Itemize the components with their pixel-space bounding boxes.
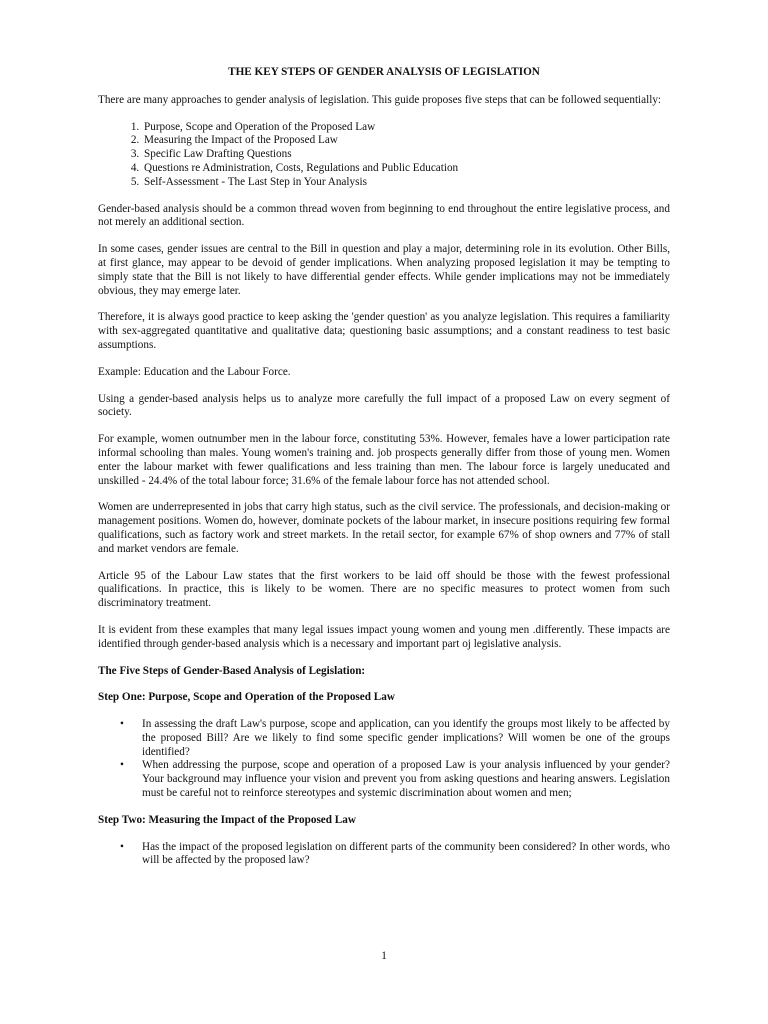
body-paragraph: It is evident from these examples that many legal issues impact young women and young men .differently. These impacts are identified through gender-based analysis which is a necessary and important part oj legislative analysis. xyxy=(98,623,670,650)
bullet-text: Has the impact of the proposed legislation on different parts of the community been considered? In other words, who will be affected by the proposed law? xyxy=(142,840,670,867)
bullet-icon: • xyxy=(120,840,124,853)
body-paragraph: For example, women outnumber men in the labour force, constituting 53%. However, females have a lower participation rate informal schooling than males. Young women's training and. job prospects generally differ from those of young men. Women enter the labour market with fewer qualifications and less training than men. The labour force is largely uneducated and unskilled - 24.4% of the total labour force; 31.6% of the female labour force has not attended school. xyxy=(98,433,670,487)
page-number: 1 xyxy=(381,950,387,962)
body-paragraph: Using a gender-based analysis helps us to analyze more carefully the full impact of a proposed Law on every segment of society. xyxy=(98,392,670,419)
example-label: Example: Education and the Labour Force. xyxy=(98,365,291,378)
section-heading: The Five Steps of Gender-Based Analysis of Legislation: xyxy=(98,664,366,677)
steps-list-item: 3. Specific Law Drafting Questions xyxy=(142,148,670,162)
bullet-item xyxy=(120,718,670,759)
bullet-item xyxy=(120,759,670,800)
bullet-item xyxy=(120,841,670,869)
body-paragraph: In some cases, gender issues are central to the Bill in question and play a major, determining role in its evolution. Other Bills, at first glance, may appear to be devoid of gender implications. When analyzing proposed legislation it may be tempting to simply state that the Bill is not likely to have differential gender effects. While gender implications may not be immediately obvious, they may emerge later. xyxy=(98,243,670,297)
bullet-icon: • xyxy=(120,759,124,772)
step-one-heading: Step One: Purpose, Scope and Operation of the Proposed Law xyxy=(98,691,395,704)
document-title: THE KEY STEPS OF GENDER ANALYSIS OF LEGISLATION xyxy=(228,66,540,78)
body-paragraph: Women are underrepresented in jobs that carry high status, such as the civil service. The professionals, and decision-making or management positions. Women do, however, dominate pockets of the labour market, in insecure positions requiring few formal qualifications, such as factory work and street markets. In the retail sector, for example 67% of shop owners and 77% of stall and market vendors are female. xyxy=(98,501,670,555)
steps-list-item: 5. Self-Assessment - The Last Step in Your Analysis xyxy=(142,176,670,190)
steps-list xyxy=(98,121,670,190)
steps-list-item: 4. Questions re Administration, Costs, Regulations and Public Education xyxy=(142,162,670,176)
step-two-heading: Step Two: Measuring the Impact of the Proposed Law xyxy=(98,813,356,826)
step-one-bullet-list xyxy=(98,718,670,801)
step-two-bullet-list xyxy=(98,841,670,869)
body-paragraph: Article 95 of the Labour Law states that the first workers to be laid off should be those with the fewest professional qualifications. In practice, this is likely to be women. There are no specific measures to protect women from such discriminatory treatment. xyxy=(98,569,670,610)
bullet-icon: • xyxy=(120,718,124,731)
body-paragraph: Gender-based analysis should be a common thread woven from beginning to end throughout the entire legislative process, and not merely an additional section. xyxy=(98,202,670,229)
steps-list-item: 1. Purpose, Scope and Operation of the Proposed Law xyxy=(142,121,670,135)
body-paragraph: Therefore, it is always good practice to keep asking the 'gender question' as you analyze legislation. This requires a familiarity with sex-aggregated quantitative and qualitative data; questioning basic assumptions; and a constant readiness to test basic assumptions. xyxy=(98,311,670,351)
intro-paragraph: There are many approaches to gender analysis of legislation. This guide proposes five steps that can be followed sequentially: xyxy=(98,93,662,106)
steps-list-item: 2. Measuring the Impact of the Proposed Law xyxy=(142,134,670,148)
bullet-text: In assessing the draft Law's purpose, scope and application, can you identify the groups most likely to be affected by the proposed Bill? Are we likely to find some specific gender implications? Will women be one of the groups identified? xyxy=(142,718,670,758)
bullet-text: When addressing the purpose, scope and operation of a proposed Law is your analysis influenced by your gender? Your background may influence your vision and prevent you from asking questions and hearing answers. Legislation must be careful not to reinforce stereotypes and systemic discrimination about women and men; xyxy=(142,759,670,800)
